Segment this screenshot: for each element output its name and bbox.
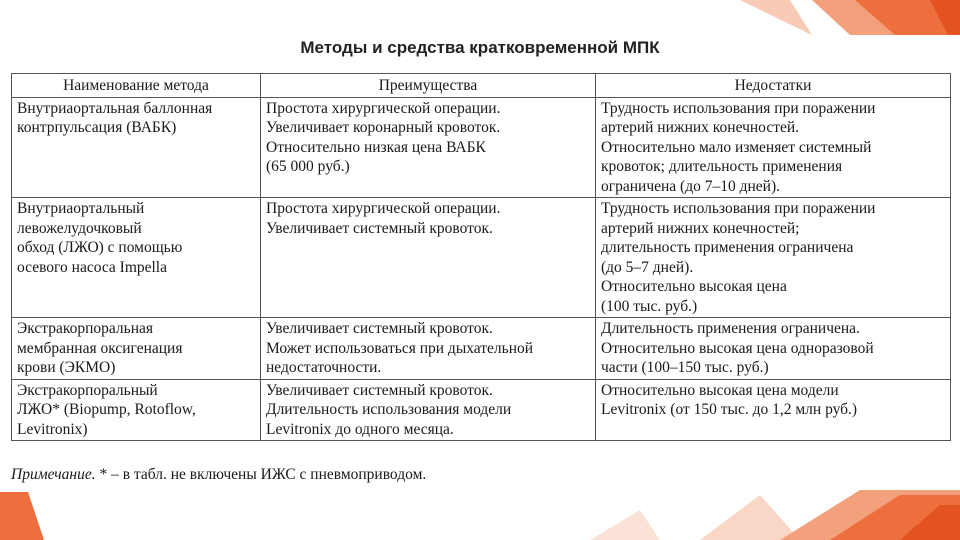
cell-method — [12, 379, 261, 441]
header-advantages: Преимущества — [261, 74, 596, 98]
advantages-line: (65 000 руб.) — [266, 158, 350, 175]
method-line: Внутриаортальный — [17, 200, 145, 217]
method-line: ЛЖО* (Biopump, Rotoflow, — [17, 401, 196, 418]
header-disadvantages: Недостатки — [596, 74, 951, 98]
advantages-line: недостаточности. — [266, 359, 382, 376]
cell-advantages — [261, 97, 596, 198]
cell-advantages — [261, 198, 596, 318]
advantages-line: Увеличивает системный кровоток. — [266, 219, 493, 237]
disadvantages-line: Относительно высокая цена — [601, 278, 787, 295]
table-row — [12, 97, 951, 198]
advantages-line: Может использоваться при дыхательной — [266, 339, 534, 357]
table-row — [12, 379, 951, 441]
method-line: Levitronix) — [17, 420, 88, 438]
cell-method — [12, 97, 261, 198]
method-line: левожелудочковый — [17, 219, 142, 237]
table-note — [11, 466, 426, 484]
method-line: крови (ЭКМО) — [17, 359, 116, 376]
disadvantages-line: Относительно мало изменяет системный — [601, 138, 872, 156]
slide-title: Методы и средства кратковременной МПК — [300, 38, 660, 57]
cell-disadvantages — [596, 97, 951, 198]
method-line: осевого насоса Impella — [17, 258, 167, 276]
note-text: * – в табл. не включены ИЖС с пневмоприводом. — [95, 466, 427, 483]
method-line: Экстракорпоральный — [17, 381, 158, 399]
disadvantages-line: (до 5–7 дней). — [601, 258, 694, 276]
methods-table — [11, 73, 951, 441]
disadvantages-line: Трудность использования при поражении — [601, 200, 876, 217]
disadvantages-line: Относительно высокая цена одноразовой — [601, 339, 874, 357]
method-line: Экстракорпоральная — [17, 320, 154, 337]
disadvantages-line: части (100–150 тыс. руб.) — [601, 359, 769, 376]
table-row — [12, 198, 951, 318]
disadvantages-line: (100 тыс. руб.) — [601, 297, 698, 315]
advantages-line: Увеличивает коронарный кровоток. — [266, 119, 501, 136]
disadvantages-line: ограничена (до 7–10 дней). — [601, 177, 780, 195]
cell-disadvantages — [596, 198, 951, 318]
cell-disadvantages — [596, 318, 951, 380]
advantages-line: Длительность использования модели — [266, 401, 512, 418]
method-line: мембранная оксигенация — [17, 339, 183, 357]
advantages-line: Увеличивает системный кровоток. — [266, 320, 493, 337]
table-row — [12, 318, 951, 380]
header-method: Наименование метода — [12, 74, 261, 98]
advantages-line: Простота хирургической операции. — [266, 200, 501, 217]
disadvantages-line: Levitronix (от 150 тыс. до 1,2 млн руб.) — [601, 401, 858, 418]
method-line: контрпульсация (ВАБК) — [17, 119, 177, 136]
note-label: Примечание. — [11, 466, 96, 483]
disadvantages-line: Длительность применения ограничена. — [601, 320, 860, 337]
advantages-line: Levitronix до одного месяца. — [266, 420, 454, 438]
disadvantages-line: длительность применения ограничена — [601, 239, 854, 256]
table-header-row — [12, 74, 951, 98]
disadvantages-line: кровоток; длительность применения — [601, 158, 843, 175]
method-line: Внутриаортальная баллонная — [17, 99, 213, 117]
cell-disadvantages — [596, 379, 951, 441]
advantages-line: Относительно низкая цена ВАБК — [266, 138, 486, 156]
advantages-line: Простота хирургической операции. — [266, 99, 501, 117]
cell-method — [12, 198, 261, 318]
cell-advantages — [261, 318, 596, 380]
cell-advantages — [261, 379, 596, 441]
disadvantages-line: Относительно высокая цена модели — [601, 381, 839, 399]
cell-method — [12, 318, 261, 380]
disadvantages-line: артерий нижних конечностей. — [601, 119, 800, 136]
disadvantages-line: артерий нижних конечностей; — [601, 219, 800, 237]
advantages-line: Увеличивает системный кровоток. — [266, 381, 493, 399]
disadvantages-line: Трудность использования при поражении — [601, 99, 876, 117]
method-line: обход (ЛЖО) с помощью — [17, 239, 183, 256]
